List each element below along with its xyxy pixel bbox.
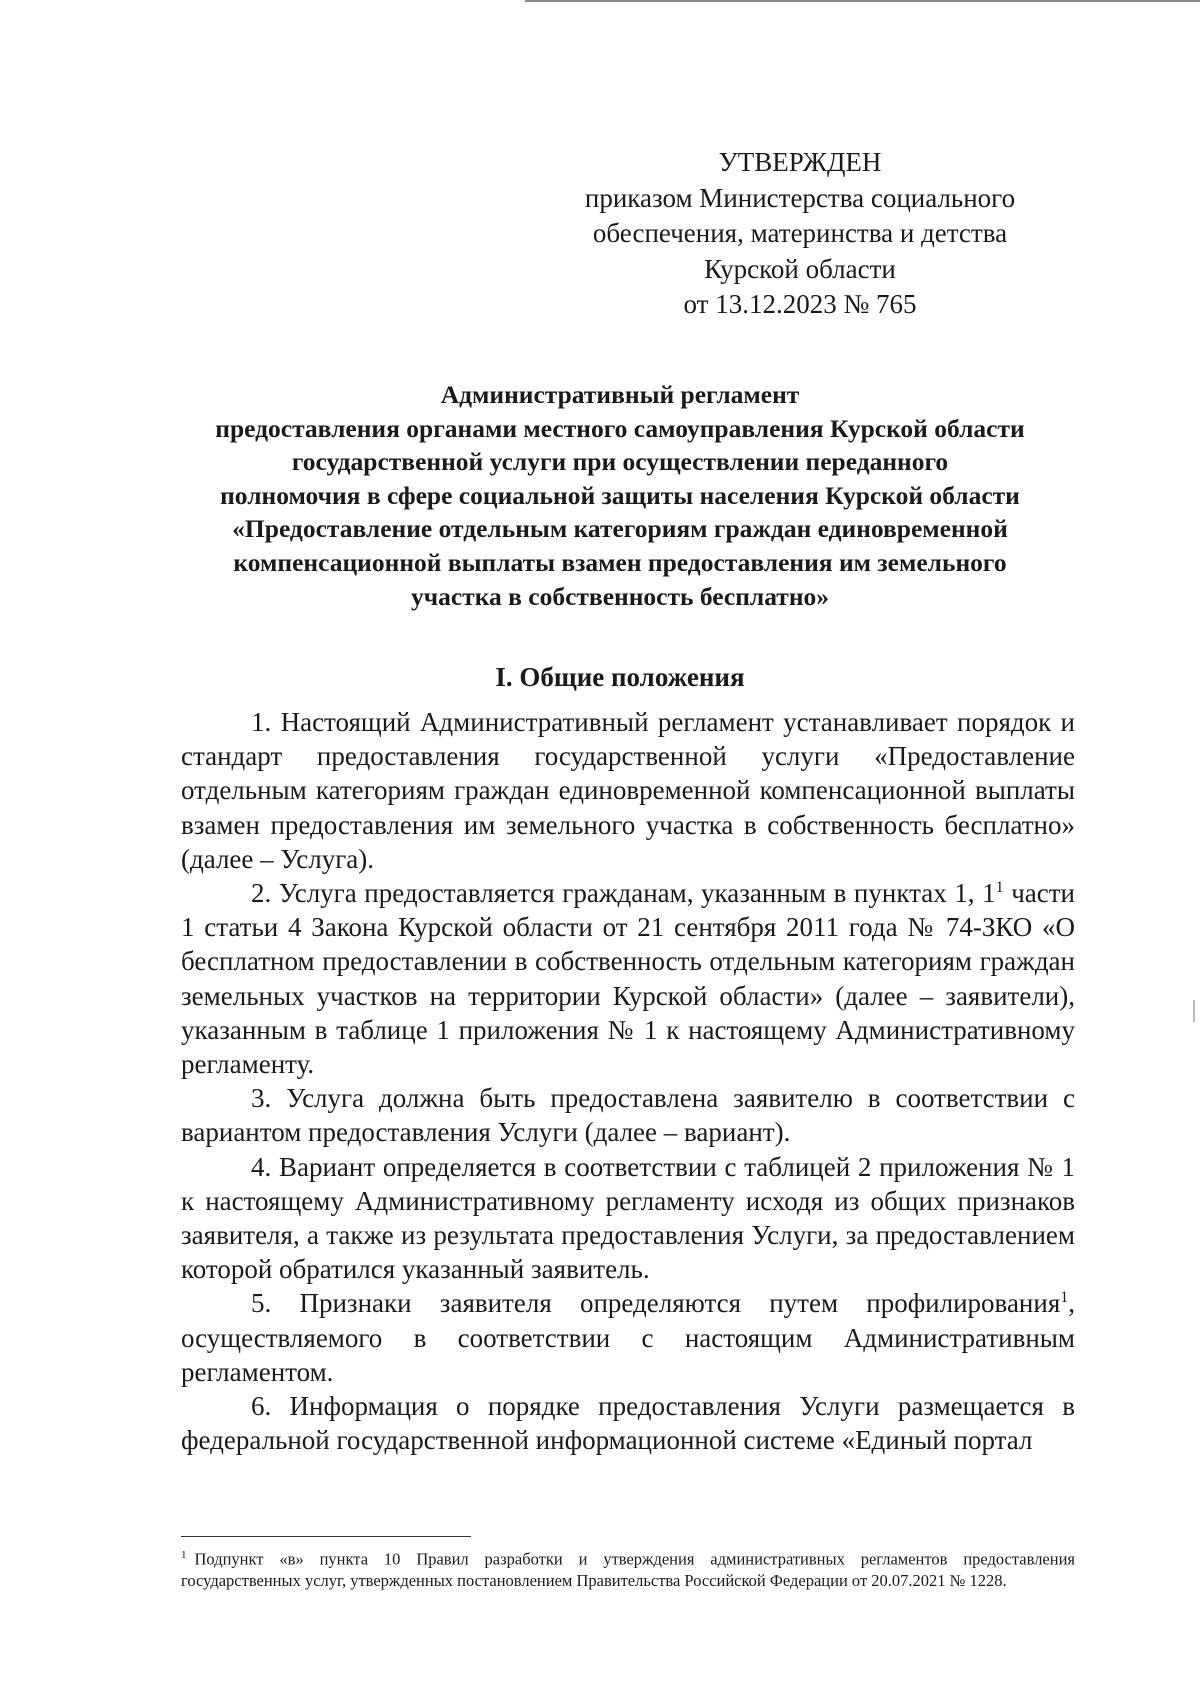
paragraph-5 [181, 1286, 1075, 1389]
footnote-text: Подпункт «в» пункта 10 Правил разработки и утверждения административных регламентов предоставления государственных услуг, утвержденных постановлением Правительства Российской Федерации от 20.07.2021 № 1228. [181, 1549, 1075, 1590]
approval-line: Курской области [704, 253, 896, 284]
footnote-ref: 1 [1060, 1289, 1069, 1307]
paragraph-2-text-b: части 1 статьи 4 Закона Курской области от 21 сентября 2011 года № 74-ЗКО «О бесплатном предоставлении в собственность отдельным категориям граждан земельных участков на территории Курской области» (далее – заявители), указанным в таблице 1 приложения № 1 к настоящему Административному регламенту. [181, 878, 1076, 1080]
document-body [181, 705, 1075, 1457]
scan-edge-line [525, 0, 1200, 2]
approval-line: обеспечения, материнства и детства [592, 218, 1008, 248]
approval-stamp-block [560, 145, 1040, 323]
paragraph-5-text-a: 5. Признаки заявителя определяются путем профилирования [251, 1288, 1061, 1319]
scan-artifact-mark [1193, 1000, 1195, 1022]
document-title [170, 378, 1070, 613]
approval-line: приказом Министерства социального [584, 182, 1016, 213]
footnote-ref: 1 [995, 879, 1004, 897]
approval-heading: УТВЕРЖДЕН [718, 147, 882, 177]
title-line: компенсационной выплаты взамен предоставления им земельного [233, 547, 1007, 577]
footnote-separator [181, 1536, 471, 1537]
title-line: предоставления органами местного самоуправления Курской области [215, 413, 1025, 443]
title-line: полномочия в сфере социальной защиты населения Курской области [220, 480, 1020, 510]
footnote-marker: 1 [181, 1549, 187, 1561]
title-line: Административный регламент [440, 380, 800, 409]
paragraph-1: 1. Настоящий Административный регламент устанавливает порядок и стандарт предоставления государственной услуги «Предоставление отдельным категориям граждан единовременной компенсационной выплаты взамен предоставления им земельного участка в собственность бесплатно» (далее – Услуга). [181, 707, 1075, 874]
title-line: участка в собственность бесплатно» [410, 581, 830, 611]
footnote [181, 1545, 1075, 1592]
paragraph-2 [181, 876, 1075, 1081]
paragraph-6: 6. Информация о порядке предоставления Услуги размещается в федеральной государственной информационной системе «Единый портал [181, 1391, 1075, 1456]
title-line: «Предоставление отдельным категориям граждан единовременной [232, 514, 1008, 544]
paragraph-3: 3. Услуга должна быть предоставлена заявителю в соответствии с вариантом предоставления Услуги (далее – вариант). [181, 1083, 1075, 1148]
paragraph-5-text-b: , осуществляемого в соответствии с настоящим Административным регламентом. [181, 1288, 1075, 1387]
paragraph-4: 4. Вариант определяется в соответствии с таблицей 2 приложения № 1 к настоящему Административному регламенту исходя из общих признаков заявителя, а также из результата предоставления Услуги, за предоставлением которой обратился указанный заявитель. [181, 1151, 1075, 1285]
approval-date: от 13.12.2023 № 765 [683, 289, 917, 319]
section-heading: I. Общие положения [495, 662, 745, 692]
paragraph-2-text-a: 2. Услуга предоставляется гражданам, указанным в пунктах 1, 1 [251, 878, 996, 909]
title-line: государственной услуги при осуществлении переданного [291, 447, 949, 477]
